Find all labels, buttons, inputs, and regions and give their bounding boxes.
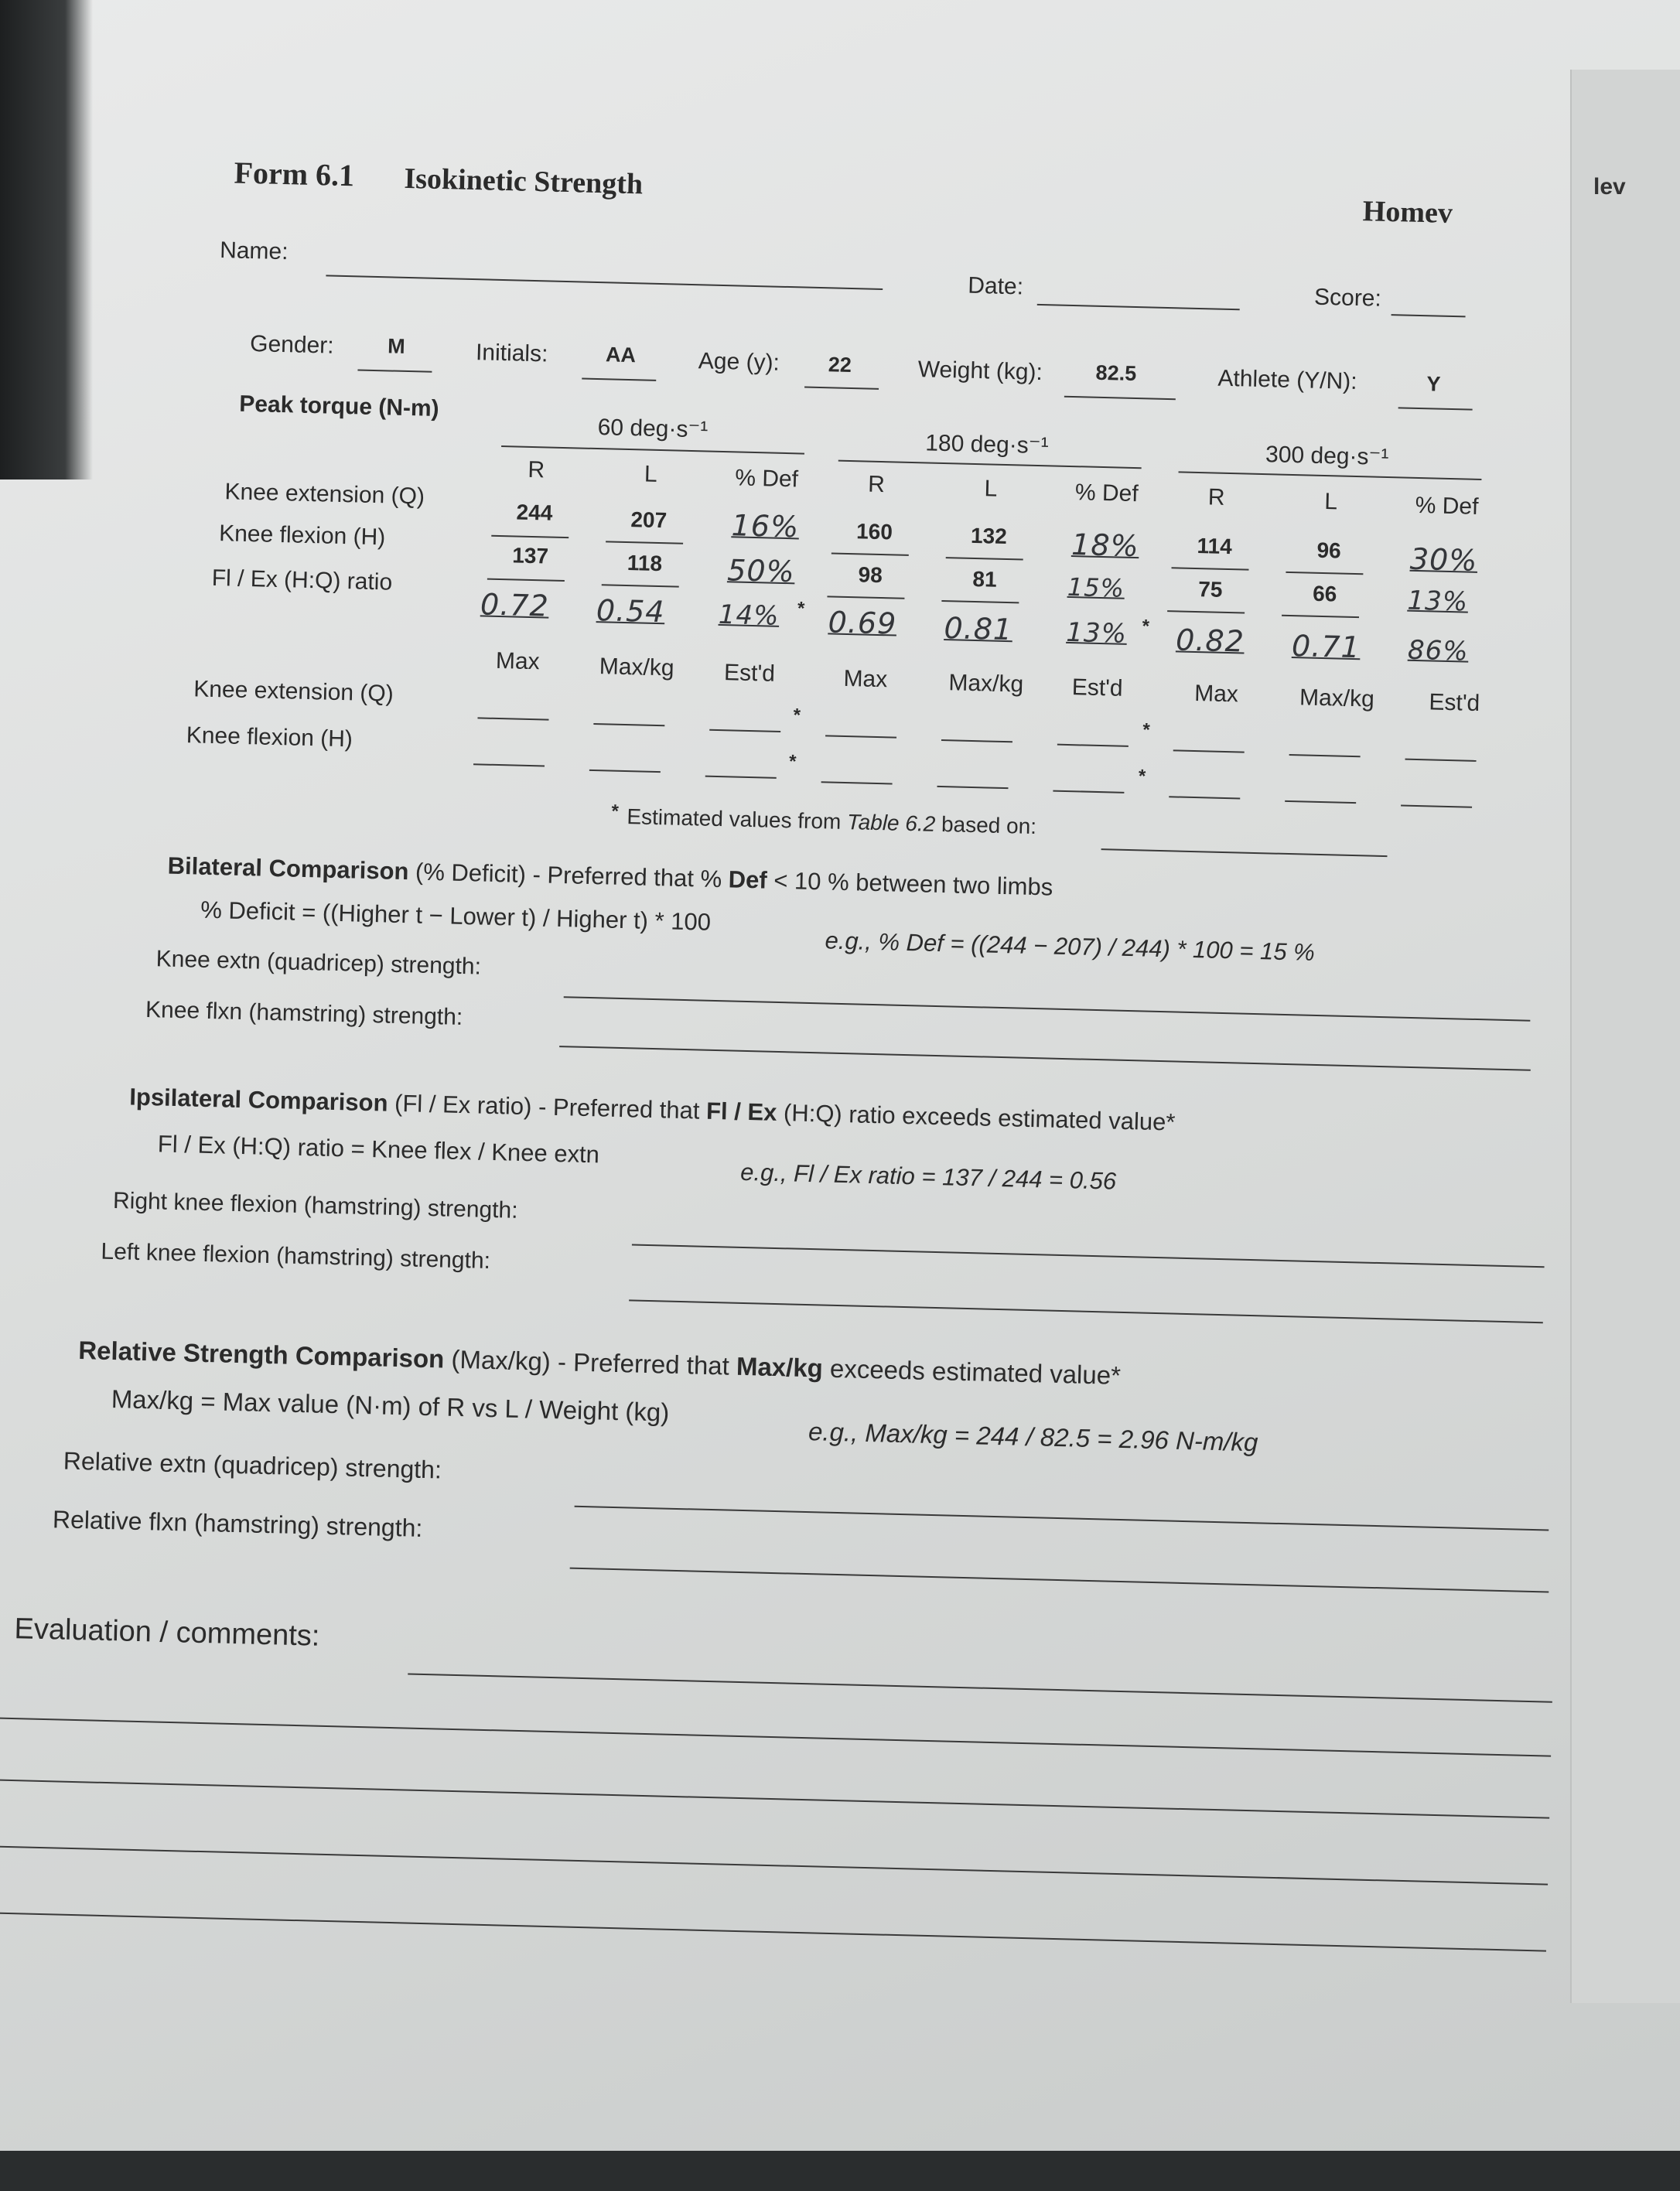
name-label: Name: [219, 237, 289, 265]
est-blank[interactable] [589, 770, 661, 773]
flex-60-l: 118 [627, 551, 663, 576]
footnote-suffix: based on: [934, 811, 1037, 839]
ipsilateral-title-rest: (Fl / Ex ratio) - Preferred that [388, 1089, 707, 1125]
ext-60-r: 244 [516, 500, 553, 525]
est-header: Max/kg [948, 670, 1024, 698]
footnote-prefix: Estimated values from [627, 804, 848, 834]
date-field[interactable] [1037, 304, 1240, 310]
flex-300-l: 66 [1312, 581, 1337, 606]
ratio-180-l-handwritten: 0.81 [943, 611, 1013, 647]
est-blank[interactable] [593, 723, 664, 726]
ipsilateral-line1-field[interactable] [632, 1244, 1545, 1268]
ipsilateral-example: e.g., Fl / Ex ratio = 137 / 244 = 0.56 [739, 1158, 1117, 1195]
relative-line2-label: Relative flxn (hamstring) strength: [52, 1505, 423, 1542]
gender-label: Gender: [249, 331, 335, 359]
est-row-label-extension: Knee extension (Q) [193, 676, 394, 707]
form-number: Form 6.1 [234, 155, 355, 193]
est-blank[interactable] [1169, 796, 1240, 799]
ipsilateral-ratio: Fl / Ex [705, 1097, 777, 1126]
sub-header-def: % Def [734, 465, 799, 493]
asterisk: * [611, 800, 620, 822]
est-blank[interactable] [1405, 759, 1477, 762]
ext-60-l: 207 [630, 507, 668, 533]
est-blank[interactable] [477, 717, 548, 720]
ext-row-rule [1286, 572, 1363, 575]
ipsilateral-formula: Fl / Ex (H:Q) ratio = Knee flex / Knee extn [157, 1130, 600, 1169]
relative-line2-field[interactable] [570, 1568, 1549, 1593]
ext-180-def-handwritten: 18% [1070, 527, 1140, 564]
relative-title-end: exceeds estimated value* [822, 1353, 1122, 1390]
row-label-knee-flexion: Knee flexion (H) [218, 520, 386, 551]
initials-label: Initials: [475, 340, 548, 367]
bilateral-title-end: < 10 % between two limbs [767, 866, 1053, 901]
ratio-60-r-handwritten: 0.72 [480, 587, 550, 623]
evaluation-line[interactable] [0, 1717, 1551, 1756]
footnote-table-ref: Table 6.2 [846, 810, 936, 836]
ipsilateral-line1-label: Right knee flexion (hamstring) strength: [112, 1188, 518, 1223]
flex-60-r: 137 [511, 543, 549, 568]
sub-header-def: % Def [1415, 492, 1479, 520]
est-header: Max/kg [599, 654, 674, 681]
flex-row-rule [941, 600, 1019, 603]
flex-row-rule [827, 596, 904, 599]
ext-300-def-handwritten: 30% [1409, 541, 1478, 578]
est-blank[interactable] [705, 776, 777, 779]
initials-value: AA [605, 343, 637, 367]
est-row-label-flexion: Knee flexion (H) [186, 722, 353, 753]
bilateral-line2-field[interactable] [559, 1046, 1531, 1071]
relative-example: e.g., Max/kg = 244 / 82.5 = 2.96 N-m/kg [808, 1417, 1258, 1457]
row-label-ratio: Fl / Ex (H:Q) ratio [211, 565, 393, 596]
score-label: Score: [1313, 284, 1382, 312]
relative-heading [78, 1336, 1122, 1391]
bilateral-line1-field[interactable] [564, 996, 1531, 1022]
relative-maxkg: Max/kg [736, 1351, 824, 1383]
sub-header-r: R [1207, 484, 1225, 510]
row-label-knee-extension: Knee extension (Q) [224, 479, 425, 510]
ipsilateral-heading [129, 1084, 1176, 1137]
asterisk: * [1142, 616, 1150, 637]
age-label: Age (y): [698, 348, 780, 376]
ratio-180-r-handwritten: 0.69 [828, 605, 897, 641]
footnote-blank[interactable] [1101, 848, 1388, 857]
ipsilateral-title-end: (H:Q) ratio exceeds estimated value* [776, 1098, 1176, 1136]
evaluation-line[interactable] [0, 1779, 1549, 1819]
speed-180-rule [838, 460, 1142, 469]
flex-row-rule [1282, 615, 1359, 618]
ipsilateral-title: Ipsilateral Comparison [128, 1083, 388, 1117]
est-blank[interactable] [473, 763, 545, 766]
est-header: Est'd [723, 660, 776, 687]
sub-header-r: R [867, 471, 886, 498]
speed-300-rule [1179, 471, 1482, 480]
form-title: Isokinetic Strength [404, 162, 644, 201]
speed-60-header: 60 deg·s⁻¹ [597, 415, 709, 443]
gender-underline [357, 369, 432, 372]
asterisk: * [797, 598, 805, 619]
date-label: Date: [967, 272, 1024, 300]
speed-60-rule [501, 445, 804, 455]
evaluation-line[interactable] [0, 1911, 1546, 1951]
evaluation-label: Evaluation / comments: [14, 1613, 320, 1653]
sub-header-r: R [528, 456, 545, 483]
ext-row-rule [606, 541, 683, 544]
est-blank[interactable] [709, 729, 780, 732]
athlete-underline [1398, 407, 1473, 410]
ext-row-rule [831, 552, 909, 555]
est-blank[interactable] [1173, 749, 1245, 753]
relative-formula: Max/kg = Max value (N·m) of R vs L / Weight (kg) [111, 1384, 670, 1427]
initials-underline [582, 378, 656, 381]
sub-header-def: % Def [1074, 479, 1139, 507]
flex-60-def-handwritten: 50% [726, 553, 796, 589]
flex-row-rule [602, 584, 679, 587]
athlete-label: Athlete (Y/N): [1217, 365, 1357, 395]
asterisk: * [1142, 719, 1151, 741]
speed-300-header: 300 deg·s⁻¹ [1265, 442, 1389, 471]
age-value: 22 [828, 353, 852, 377]
header-right-title: Homev [1362, 195, 1453, 230]
ipsilateral-line2-label: Left knee flexion (hamstring) strength: [101, 1238, 491, 1274]
ext-row-rule [946, 557, 1023, 560]
edge-text: lev [1593, 174, 1626, 200]
ratio-60-est-handwritten: 14% [718, 599, 780, 632]
ext-300-r: 114 [1197, 534, 1233, 559]
flex-row-rule [487, 578, 565, 582]
evaluation-line[interactable] [0, 1845, 1548, 1886]
sub-header-l: L [1323, 489, 1338, 515]
flex-300-r: 75 [1197, 577, 1223, 602]
peak-torque-title: Peak torque (N-m) [238, 391, 440, 422]
bilateral-line2-label: Knee flxn (hamstring) strength: [145, 996, 463, 1031]
ext-row-rule [1171, 567, 1248, 570]
est-blank[interactable] [1057, 744, 1129, 747]
sub-header-l: L [984, 476, 998, 502]
est-header: Max [1193, 681, 1239, 708]
weight-label: Weight (kg): [917, 357, 1043, 386]
flex-180-l: 81 [972, 566, 998, 592]
asterisk: * [793, 705, 801, 726]
ext-180-l: 132 [970, 523, 1008, 549]
speed-180-header: 180 deg·s⁻¹ [924, 430, 1049, 459]
footnote [627, 804, 1036, 839]
relative-title-rest: (Max/kg) - Preferred that [443, 1344, 737, 1380]
asterisk: * [788, 751, 797, 773]
ext-row-rule [491, 535, 569, 538]
flex-row-rule [1167, 610, 1245, 613]
est-blank[interactable] [1053, 790, 1124, 793]
est-blank[interactable] [1401, 805, 1472, 808]
est-blank[interactable] [1289, 754, 1361, 757]
score-field[interactable] [1391, 314, 1466, 317]
weight-value: 82.5 [1095, 360, 1137, 386]
flex-180-r: 98 [858, 562, 883, 588]
ratio-300-l-handwritten: 0.71 [1291, 629, 1361, 665]
weight-underline [1064, 396, 1176, 401]
est-blank[interactable] [937, 786, 1008, 789]
bilateral-def: Def [728, 865, 768, 894]
athlete-value: Y [1426, 372, 1441, 396]
name-field[interactable] [326, 275, 883, 290]
flex-180-def-handwritten: 15% [1067, 572, 1125, 603]
age-underline [804, 387, 879, 390]
est-header: Max [843, 665, 888, 693]
evaluation-line[interactable] [408, 1674, 1552, 1703]
bilateral-formula: % Deficit = ((Higher t − Lower t) / Higher t) * 100 [200, 896, 712, 936]
asterisk: * [1138, 766, 1146, 787]
bilateral-line1-label: Knee extn (quadricep) strength: [155, 946, 482, 980]
bilateral-title-rest: (% Deficit) - Preferred that % [408, 858, 729, 893]
ratio-300-est-handwritten: 86% [1407, 634, 1470, 667]
flex-300-def-handwritten: 13% [1407, 585, 1469, 618]
est-blank[interactable] [825, 735, 896, 738]
est-blank[interactable] [821, 781, 893, 784]
est-blank[interactable] [1285, 800, 1356, 804]
gender-value: M [387, 334, 406, 358]
est-blank[interactable] [941, 739, 1012, 742]
est-header: Max [495, 647, 541, 675]
bilateral-title: Bilateral Comparison [167, 851, 409, 886]
ext-300-l: 96 [1316, 538, 1342, 563]
ipsilateral-line2-field[interactable] [629, 1299, 1543, 1323]
sub-header-l: L [644, 461, 658, 487]
est-header: Max/kg [1299, 684, 1375, 712]
ratio-180-est-handwritten: 13% [1065, 616, 1128, 650]
est-header: Est'd [1429, 689, 1480, 717]
est-header: Est'd [1071, 674, 1123, 701]
bilateral-heading [167, 852, 1053, 902]
bilateral-example: e.g., % Def = ((244 − 207) / 244) * 100 = 15 % [825, 927, 1316, 966]
ext-60-def-handwritten: 16% [731, 508, 800, 544]
relative-title: Relative Strength Comparison [77, 1336, 445, 1374]
ext-180-r: 160 [855, 519, 893, 544]
relative-line1-field[interactable] [575, 1506, 1549, 1531]
ratio-60-l-handwritten: 0.54 [596, 593, 666, 630]
relative-line1-label: Relative extn (quadricep) strength: [63, 1446, 442, 1484]
ratio-300-r-handwritten: 0.82 [1175, 623, 1245, 659]
